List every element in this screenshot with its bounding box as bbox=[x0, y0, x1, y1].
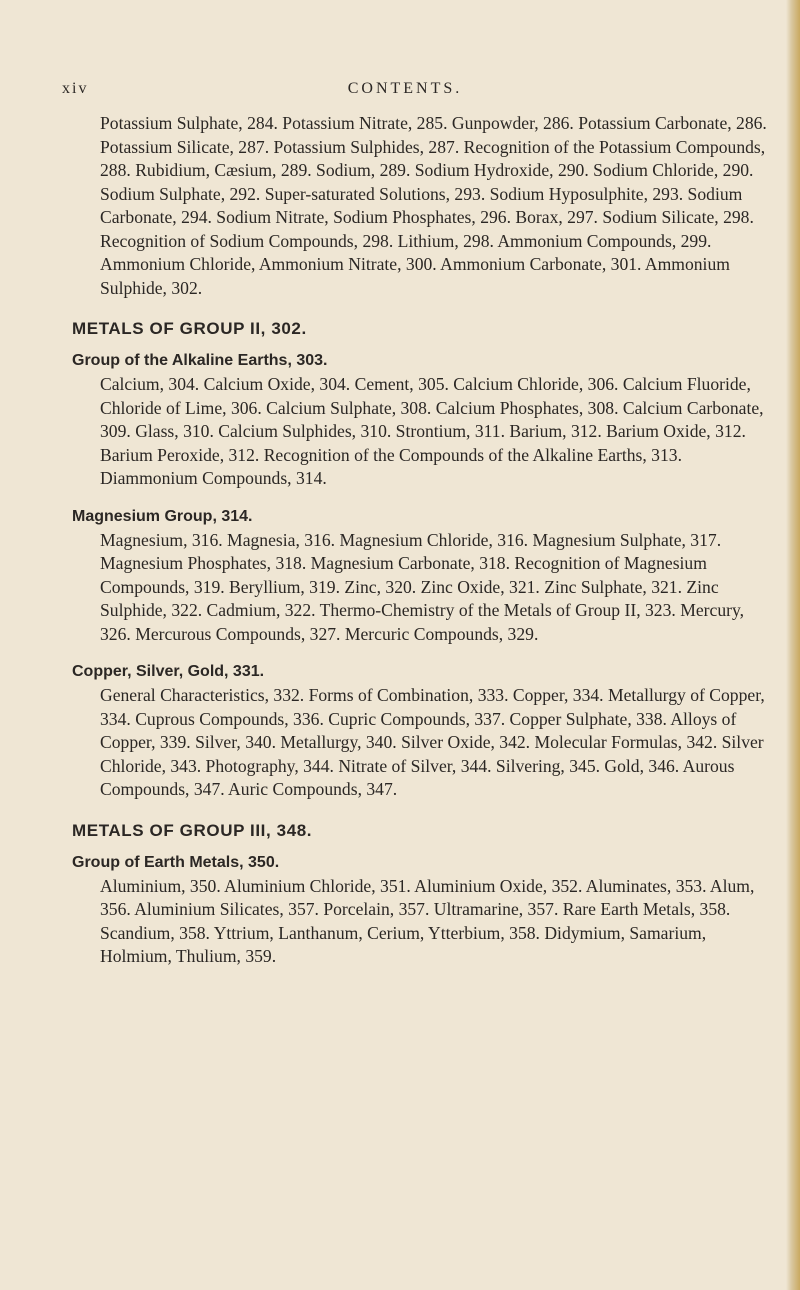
group-alkaline-earths bbox=[72, 349, 774, 491]
page-title: CONTENTS. bbox=[347, 80, 463, 97]
page-edge bbox=[786, 0, 800, 1290]
group-entries: Magnesium, 316. Magnesia, 316. Magnesium Chloride, 316. Magnesium Sulphate, 317. Magnesium Phosphates, 318. Magnesium Carbonate, 318. Recognition of Magnesium Compounds, 319. Beryllium, 319. Zinc, 320. Zinc Oxide, 321. Zinc Sulphate, 321. Zinc Sulphide, 322. Cadmium, 322. Thermo-Chemistry of the Metals of Group II, 323. Mercury, 326. Mercurous Compounds, 327. Mercuric Compounds, 329. bbox=[100, 529, 745, 644]
section-heading-group-3: METALS OF GROUP III, 348. bbox=[72, 820, 313, 840]
group-heading: Group of the Alkaline Earths, 303. bbox=[72, 352, 328, 369]
group-heading: Magnesium Group, 314. bbox=[72, 507, 253, 525]
group-magnesium bbox=[72, 505, 774, 647]
section-heading-group-2: METALS OF GROUP II, 302. bbox=[72, 319, 307, 338]
group-entries: General Characteristics, 332. Forms of Combination, 333. Copper, 334. Metallurgy of Copper, 334. Cuprous Compounds, 336. Cupric Compounds, 337. Copper Sulphate, 338. Alloys of Copper, 339. Silver, 340. Metallurgy, 340. Silver Oxide, 342. Molecular Formulas, 342. Silver Chloride, 343. Photography, 344. Nitrate of Silver, 344. Silvering, 345. Gold, 346. Aurous Compounds, 347. Auric Compounds, 347. bbox=[100, 685, 765, 799]
intro-paragraph: Potassium Sulphate, 284. Potassium Nitrate, 285. Gunpowder, 286. Potassium Carbonate, 286. Potassium Silicate, 287. Potassium Sulphides, 287. Recognition of the Potassium Compounds, 288. Rubidium, Cæsium, 289. Sodium, 289. Sodium Hydroxide, 290. Sodium Chloride, 290. Sodium Sulphate, 292. Super-saturated Solutions, 293. Sodium Hyposulphite, 293. Sodium Carbonate, 294. Sodium Nitrate, Sodium Phosphates, 296. Borax, 297. Sodium Silicate, 298. Recognition of Sodium Compounds, 298. Lithium, 298. Ammonium Compounds, 299. Ammonium Chloride, Ammonium Nitrate, 300. Ammonium Carbonate, 301. Ammonium Sulphide, 302. bbox=[100, 113, 767, 298]
contents-body bbox=[72, 112, 774, 983]
group-entries: Aluminium, 350. Aluminium Chloride, 351. Aluminium Oxide, 352. Aluminates, 353. Alum, 356. Aluminium Silicates, 357. Porcelain, 357. Ultramarine, 357. Rare Earth Metals, 358. Scandium, 358. Yttrium, Lanthanum, Cerium, Ytterbium, 358. Didymium, Samarium, Holmium, Thulium, 359. bbox=[100, 875, 755, 966]
page-number: xiv bbox=[62, 80, 89, 97]
group-entries: Calcium, 304. Calcium Oxide, 304. Cement, 305. Calcium Chloride, 306. Calcium Fluoride, Chloride of Lime, 306. Calcium Sulphate, 308. Calcium Phosphates, 308. Calcium Carbonate, 309. Glass, 310. Calcium Sulphides, 310. Strontium, 311. Barium, 312. Barium Oxide, 312. Barium Peroxide, 312. Recognition of the Compounds of the Alkaline Earths, 313. Diammonium Compounds, 314. bbox=[100, 374, 764, 488]
running-head bbox=[60, 80, 750, 104]
group-heading: Group of Earth Metals, 350. bbox=[72, 853, 280, 871]
group-copper-silver-gold bbox=[72, 660, 774, 802]
group-heading: Copper, Silver, Gold, 331. bbox=[72, 663, 265, 680]
group-earth-metals bbox=[72, 851, 774, 969]
